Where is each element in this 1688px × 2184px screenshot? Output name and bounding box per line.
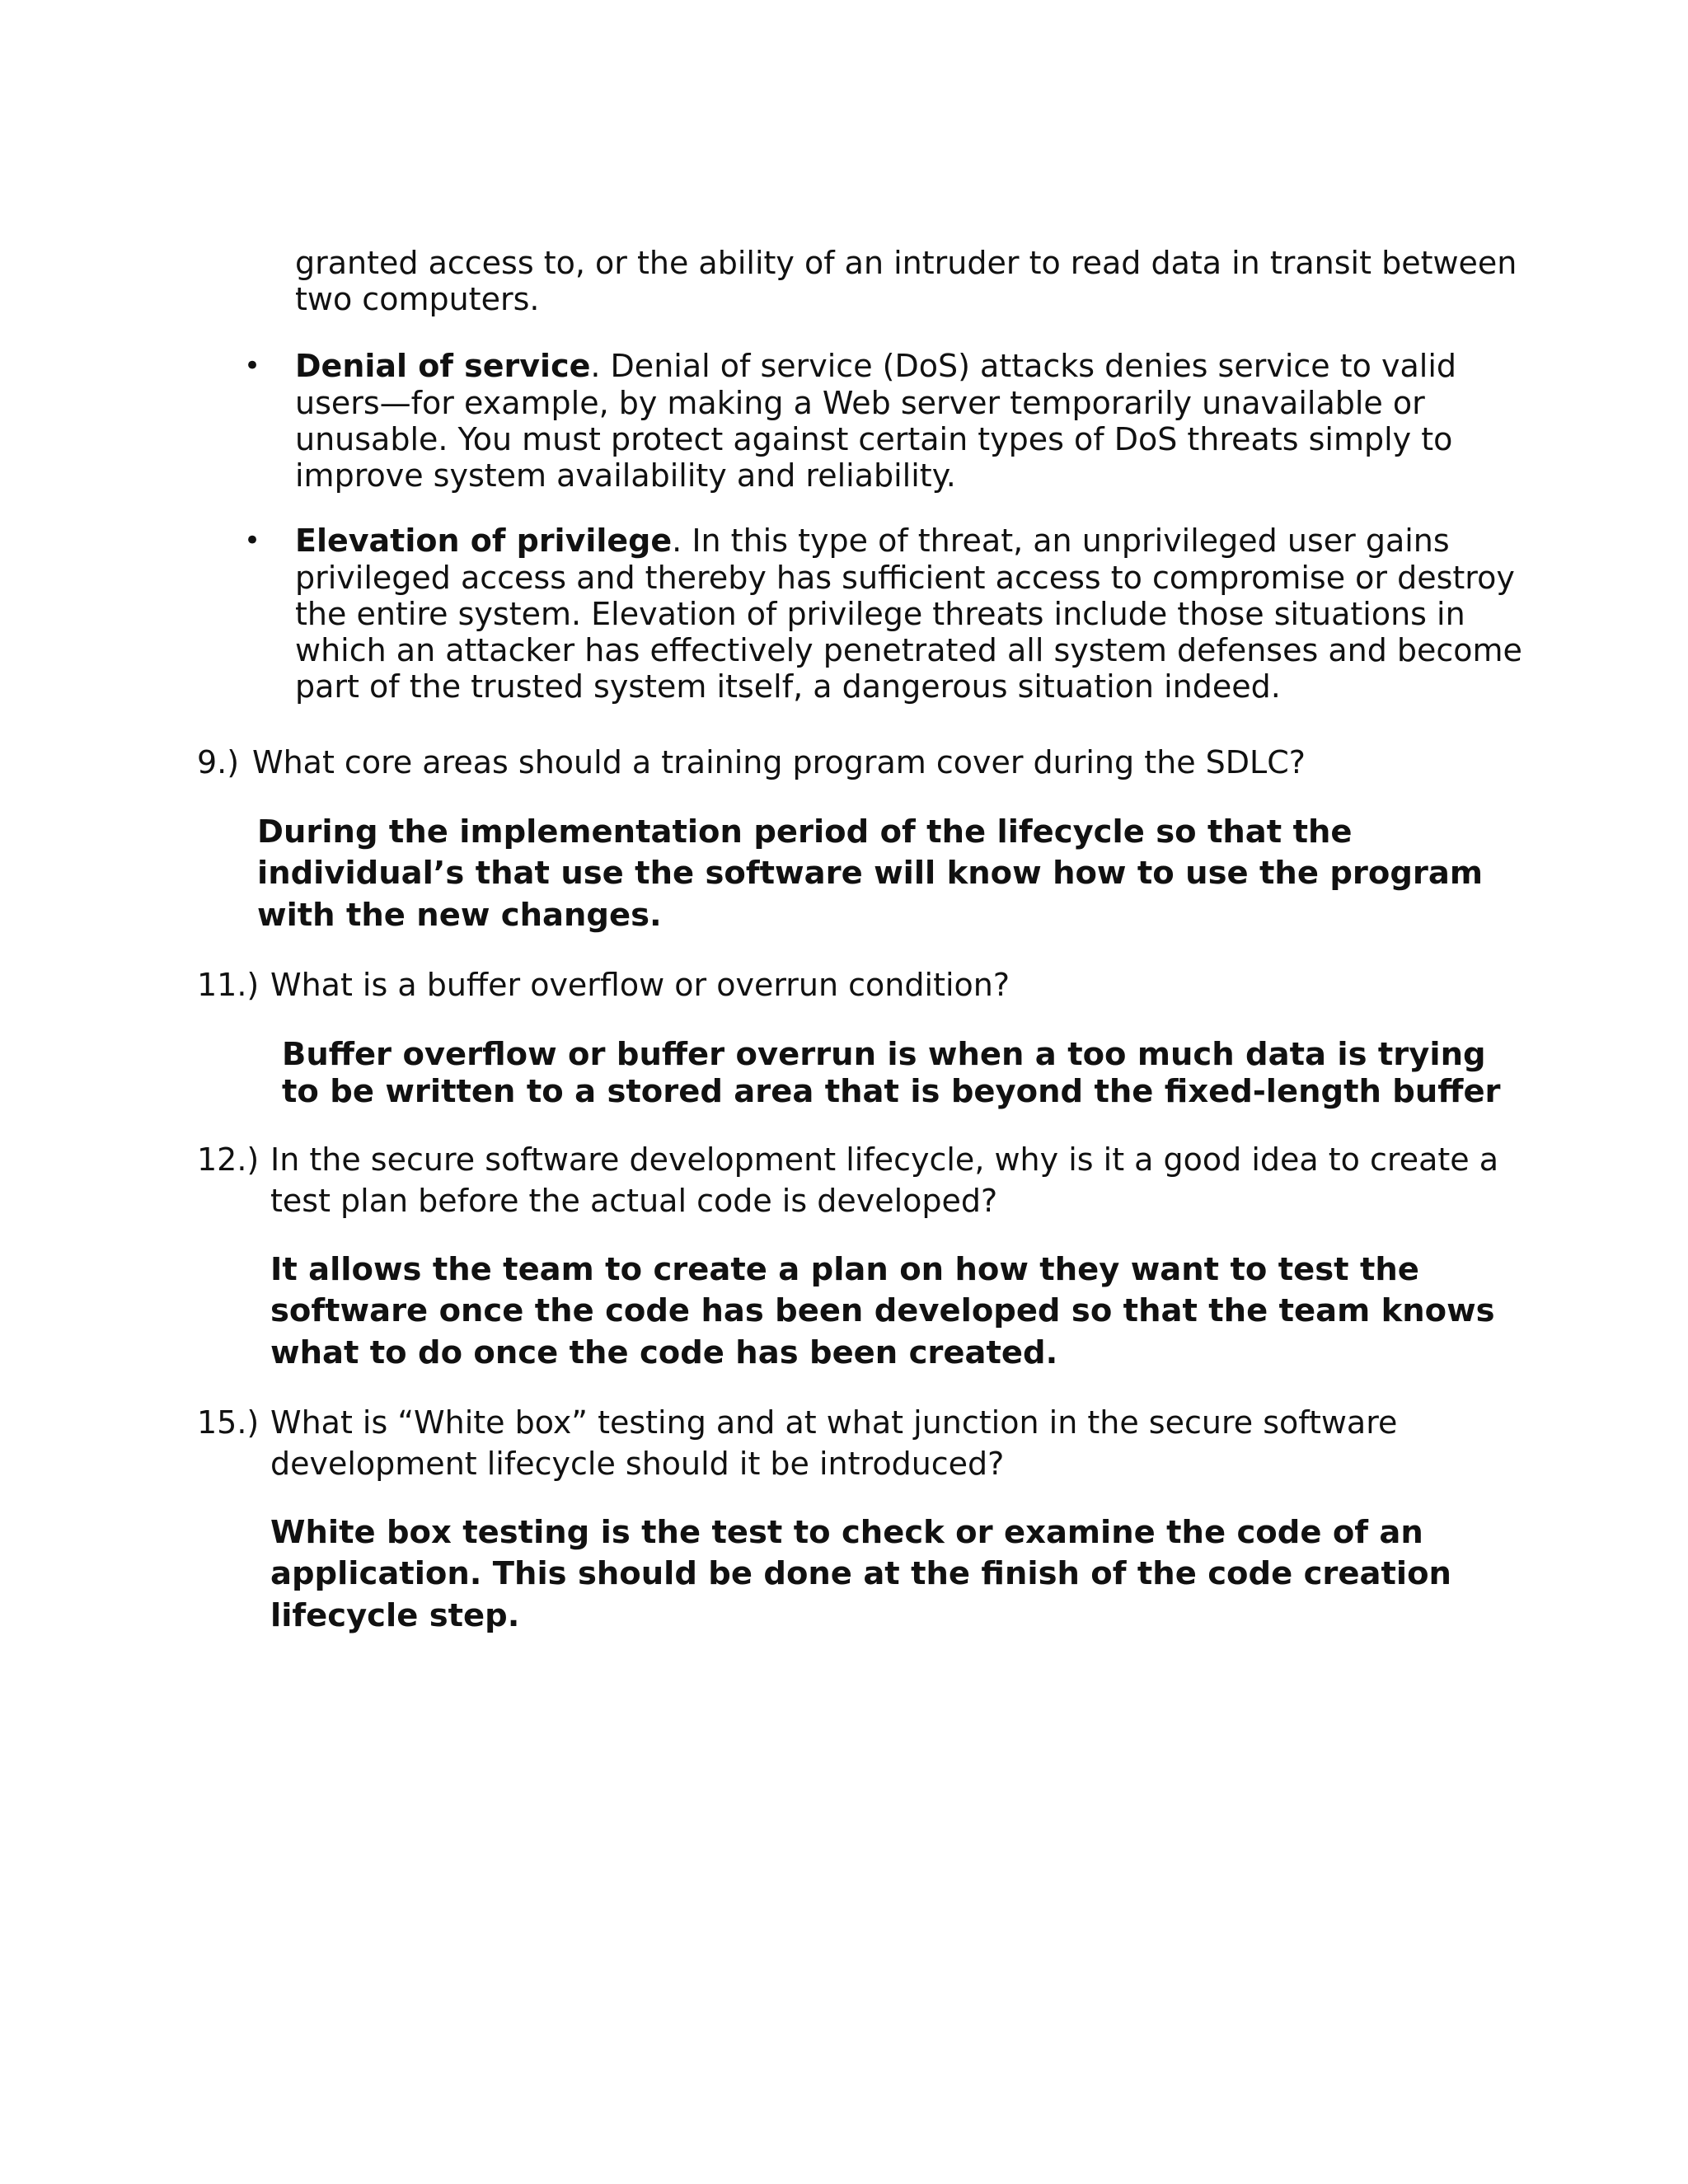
bullet-line: part of the trusted system itself, a dangerous situation indeed. (295, 668, 1281, 705)
bullet-line: the entire system. Elevation of privilege threats include those situations in (295, 596, 1465, 632)
bullet-line: privileged access and thereby has sufficient access to compromise or destroy (295, 560, 1515, 596)
answer-line: Buffer overflow or buffer overrun is when a too much data is trying (282, 1036, 1486, 1073)
bullet-term: Denial of service (295, 348, 591, 384)
question-number: 9.) (197, 744, 240, 780)
continuation-line-1: granted access to, or the ability of an intruder to read data in transit between (295, 245, 1517, 281)
answer-line: During the implementation period of the lifecycle so that the (257, 813, 1353, 851)
question-text: test plan before the actual code is developed? (270, 1183, 998, 1219)
bullet-marker: • (244, 349, 261, 382)
question-text: What is a buffer overflow or overrun condition? (270, 967, 1010, 1003)
question-number: 12.) (197, 1141, 260, 1178)
bullet-line: which an attacker has effectively penetrated all system defenses and become (295, 632, 1522, 668)
answer-line: application. This should be done at the finish of the code creation (270, 1555, 1451, 1592)
answer-line: what to do once the code has been created. (270, 1334, 1058, 1371)
answer-line: White box testing is the test to check or examine the code of an (270, 1514, 1423, 1551)
answer-line: It allows the team to create a plan on how they want to test the (270, 1251, 1419, 1288)
question-number: 11.) (197, 967, 260, 1003)
bullet-marker: • (244, 524, 261, 557)
answer-line: lifecycle step. (270, 1597, 520, 1634)
question-text: What core areas should a training program cover during the SDLC? (252, 744, 1306, 780)
question-number: 15.) (197, 1404, 260, 1441)
bullet-line: improve system availability and reliability. (295, 457, 956, 494)
bullet-line: unusable. You must protect against certain types of DoS threats simply to (295, 421, 1453, 457)
bullet-text: . Denial of service (DoS) attacks denies service to valid (590, 348, 1456, 384)
bullet-elevation-of-privilege-first-line (295, 522, 1450, 560)
answer-line: with the new changes. (257, 897, 662, 934)
answer-line: software once the code has been developed so that the team knows (270, 1292, 1495, 1329)
question-text: development lifecycle should it be introduced? (270, 1446, 1005, 1482)
continuation-line-2: two computers. (295, 281, 540, 317)
bullet-term: Elevation of privilege (295, 523, 673, 559)
bullet-denial-of-service-first-line (295, 347, 1456, 385)
bullet-text: . In this type of threat, an unprivileged user gains (672, 523, 1450, 559)
answer-line: to be written to a stored area that is beyond the fixed-length buffer (282, 1073, 1501, 1110)
answer-line: individual’s that use the software will know how to use the program (257, 855, 1483, 892)
question-text: What is “White box” testing and at what junction in the secure software (270, 1404, 1398, 1441)
bullet-line: users—for example, by making a Web server temporarily unavailable or (295, 385, 1425, 421)
question-text: In the secure software development lifecycle, why is it a good idea to create a (270, 1141, 1498, 1178)
